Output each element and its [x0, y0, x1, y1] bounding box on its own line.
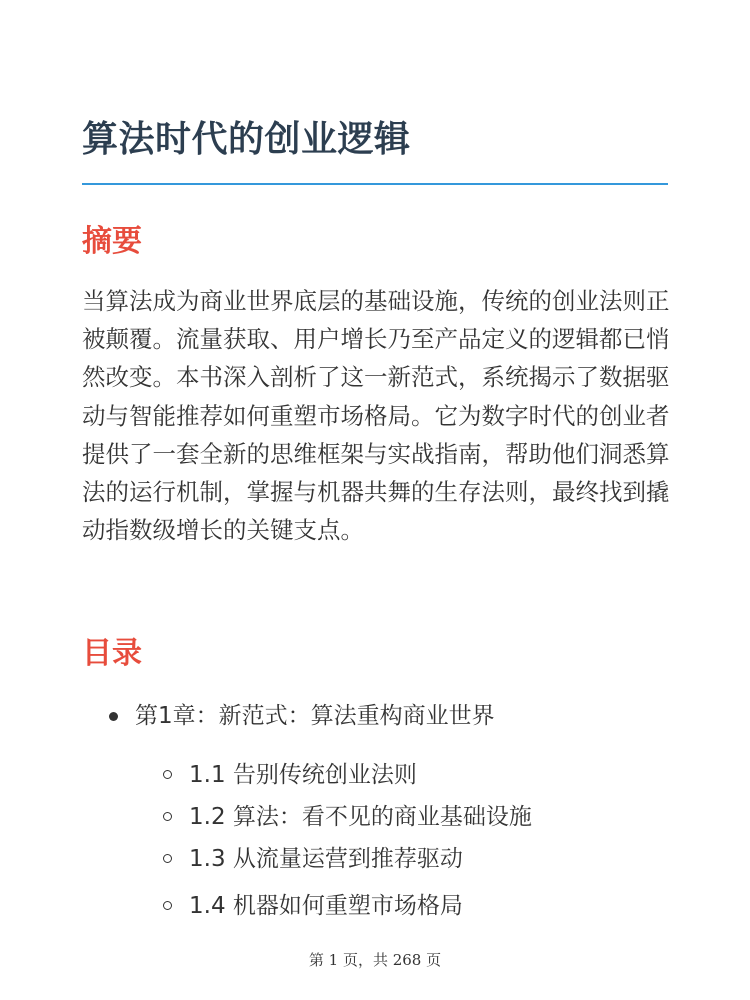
- toc-chapter-1[interactable]: [135, 694, 495, 738]
- toc-section-label: 1.3 从流量运营到推荐驱动: [189, 846, 463, 872]
- page-title: 算法时代的创业逻辑: [82, 119, 411, 160]
- page-footer: 第 1 页，共 268 页: [308, 951, 442, 969]
- toc-section-1-2[interactable]: [189, 795, 532, 839]
- bullet-circle-icon: [163, 770, 172, 779]
- abstract-paragraph: 当算法成为商业世界底层的基础设施，传统的创业法则正被颠覆。流量获取、用户增长乃至产品定义的逻辑都已悄然改变。本书深入剖析了这一新范式，系统揭示了数据驱动与智能推荐如何重塑市场格局。它为数字时代的创业者提供了一套全新的思维框架与实战指南，帮助他们洞悉算法的运行机制，掌握与机器共舞的生存法则，最终找到撬动指数级增长的关键支点。: [82, 287, 670, 545]
- bullet-disc-icon: [109, 712, 118, 721]
- abstract-heading: 摘要: [82, 224, 142, 259]
- toc-section-1-1[interactable]: [189, 753, 417, 797]
- toc-section-1-3[interactable]: [189, 837, 463, 881]
- toc-chapter-label: 第1章：新范式：算法重构商业世界: [135, 703, 495, 729]
- bullet-circle-icon: [163, 901, 172, 910]
- toc-section-1-4[interactable]: [189, 884, 463, 928]
- toc-section-label: 1.4 机器如何重塑市场格局: [189, 893, 463, 919]
- bullet-circle-icon: [163, 812, 172, 821]
- toc-section-label: 1.1 告别传统创业法则: [189, 762, 417, 788]
- title-divider: [82, 183, 668, 185]
- toc-heading: 目录: [82, 636, 142, 671]
- bullet-circle-icon: [163, 854, 172, 863]
- toc-section-label: 1.2 算法：看不见的商业基础设施: [189, 804, 532, 830]
